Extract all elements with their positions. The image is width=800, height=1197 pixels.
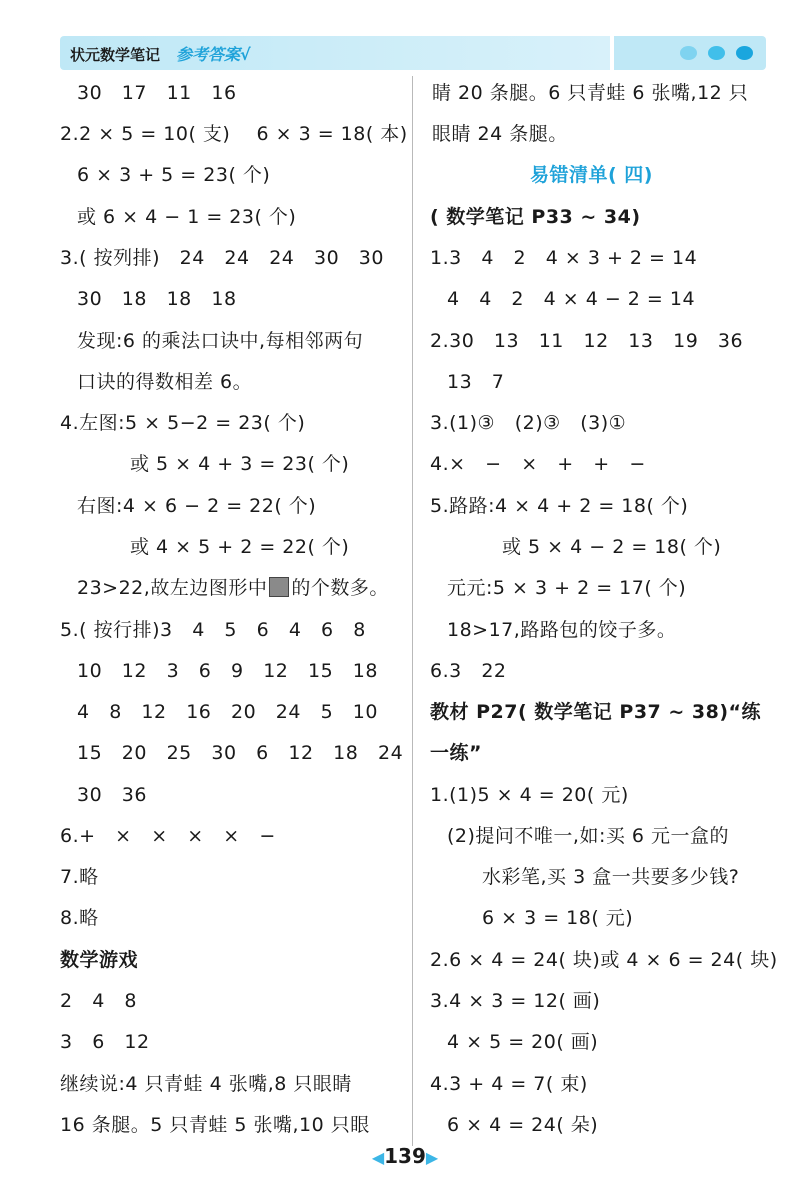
left-line-13: 23>22,故左边图形中 的个数多。 (77, 577, 389, 599)
right-line-25: 4.3 + 4 = 7( 束) (430, 1073, 588, 1095)
right-line-21: 6 × 3 = 18( 元) (482, 907, 634, 929)
dot-icon (680, 46, 697, 60)
left-line-21: 8.略 (60, 907, 99, 929)
left-line-1: 30 17 11 16 (77, 82, 237, 104)
left-line-20: 7.略 (60, 866, 99, 888)
right-line-17: 一练” (430, 742, 482, 764)
right-line-13: 元元:5 × 3 + 2 = 17( 个) (447, 577, 687, 599)
left-line-23: 2 4 8 (60, 990, 138, 1012)
left-line-5: 3.( 按列排) 24 24 24 30 30 (60, 247, 384, 269)
right-line-11: 5.路路:4 × 4 + 2 = 18( 个) (430, 495, 689, 517)
section-heading-errors: 易错清单( 四) (530, 164, 653, 186)
page-number: ◀139▶ (371, 1144, 439, 1168)
right-line-26: 6 × 4 = 24( 朵) (447, 1114, 599, 1136)
left-line-15: 10 12 3 6 9 12 15 18 (77, 660, 378, 682)
right-line-16: 教材 P27( 数学笔记 P37 ~ 38)“练 (430, 701, 762, 723)
right-line-2: 眼睛 24 条腿。 (432, 123, 568, 145)
right-line-9: 3.(1)③ (2)③ (3)① (430, 412, 627, 434)
left-line-24: 3 6 12 (60, 1031, 150, 1053)
gray-square-icon (269, 577, 289, 597)
right-line-14: 18>17,路路包的饺子多。 (447, 619, 677, 641)
right-line-7: 2.30 13 11 12 13 19 36 (430, 330, 744, 352)
left-line-12: 或 4 × 5 + 2 = 22( 个) (130, 536, 350, 558)
right-line-20: 水彩笔,买 3 盒一共要多少钱? (482, 866, 740, 888)
right-line-15: 6.3 22 (430, 660, 507, 682)
right-line-23: 3.4 × 3 = 12( 画) (430, 990, 601, 1012)
right-line-5: 1.3 4 2 4 × 3 + 2 = 14 (430, 247, 698, 269)
left-line-4: 或 6 × 4 − 1 = 23( 个) (77, 206, 297, 228)
book-title: 状元数学笔记 (70, 46, 161, 64)
left-line-6: 30 18 18 18 (77, 288, 237, 310)
right-line-1: 睛 20 条腿。6 只青蛙 6 张嘴,12 只 (432, 82, 749, 104)
right-line-10: 4.× − × + + − (430, 453, 646, 475)
left-line-7: 发现:6 的乘法口诀中,每相邻两句 (77, 330, 364, 352)
right-line-22: 2.6 × 4 = 24( 块)或 4 × 6 = 24( 块) (430, 949, 778, 971)
left-arrow-icon: ◀ (371, 1148, 385, 1167)
left-line-9: 4.左图:5 × 5−2 = 23( 个) (60, 412, 306, 434)
right-line-8: 13 7 (447, 371, 505, 393)
section-label: 参考答案√ (176, 45, 251, 64)
right-line-4: ( 数学笔记 P33 ~ 34) (430, 206, 641, 228)
left-line-25: 继续说:4 只青蛙 4 张嘴,8 只眼睛 (60, 1073, 352, 1095)
left-line-18: 30 36 (77, 784, 147, 806)
section-heading-math-game: 数学游戏 (60, 949, 139, 971)
right-line-24: 4 × 5 = 20( 画) (447, 1031, 599, 1053)
column-divider (412, 76, 413, 1146)
right-line-19: (2)提问不唯一,如:买 6 元一盒的 (447, 825, 730, 847)
right-line-12: 或 5 × 4 − 2 = 18( 个) (502, 536, 722, 558)
right-line-6: 4 4 2 4 × 4 − 2 = 14 (447, 288, 696, 310)
right-arrow-icon: ▶ (425, 1148, 439, 1167)
left-line-26: 16 条腿。5 只青蛙 5 张嘴,10 只眼 (60, 1114, 370, 1136)
check-icon: √ (240, 45, 251, 64)
dot-icon (736, 46, 753, 60)
left-line-17: 15 20 25 30 6 12 18 24 (77, 742, 404, 764)
left-line-8: 口诀的得数相差 6。 (77, 371, 253, 393)
left-line-11: 右图:4 × 6 − 2 = 22( 个) (77, 495, 317, 517)
left-line-19: 6.+ × × × × − (60, 825, 276, 847)
right-line-18: 1.(1)5 × 4 = 20( 元) (430, 784, 629, 806)
left-line-2: 2.2 × 5 = 10( 支) 6 × 3 = 18( 本) (60, 123, 408, 145)
left-line-3: 6 × 3 + 5 = 23( 个) (77, 164, 271, 186)
left-line-10: 或 5 × 4 + 3 = 23( 个) (130, 453, 350, 475)
dot-icon (708, 46, 725, 60)
left-line-16: 4 8 12 16 20 24 5 10 (77, 701, 378, 723)
left-line-14: 5.( 按行排)3 4 5 6 4 6 8 (60, 619, 366, 641)
